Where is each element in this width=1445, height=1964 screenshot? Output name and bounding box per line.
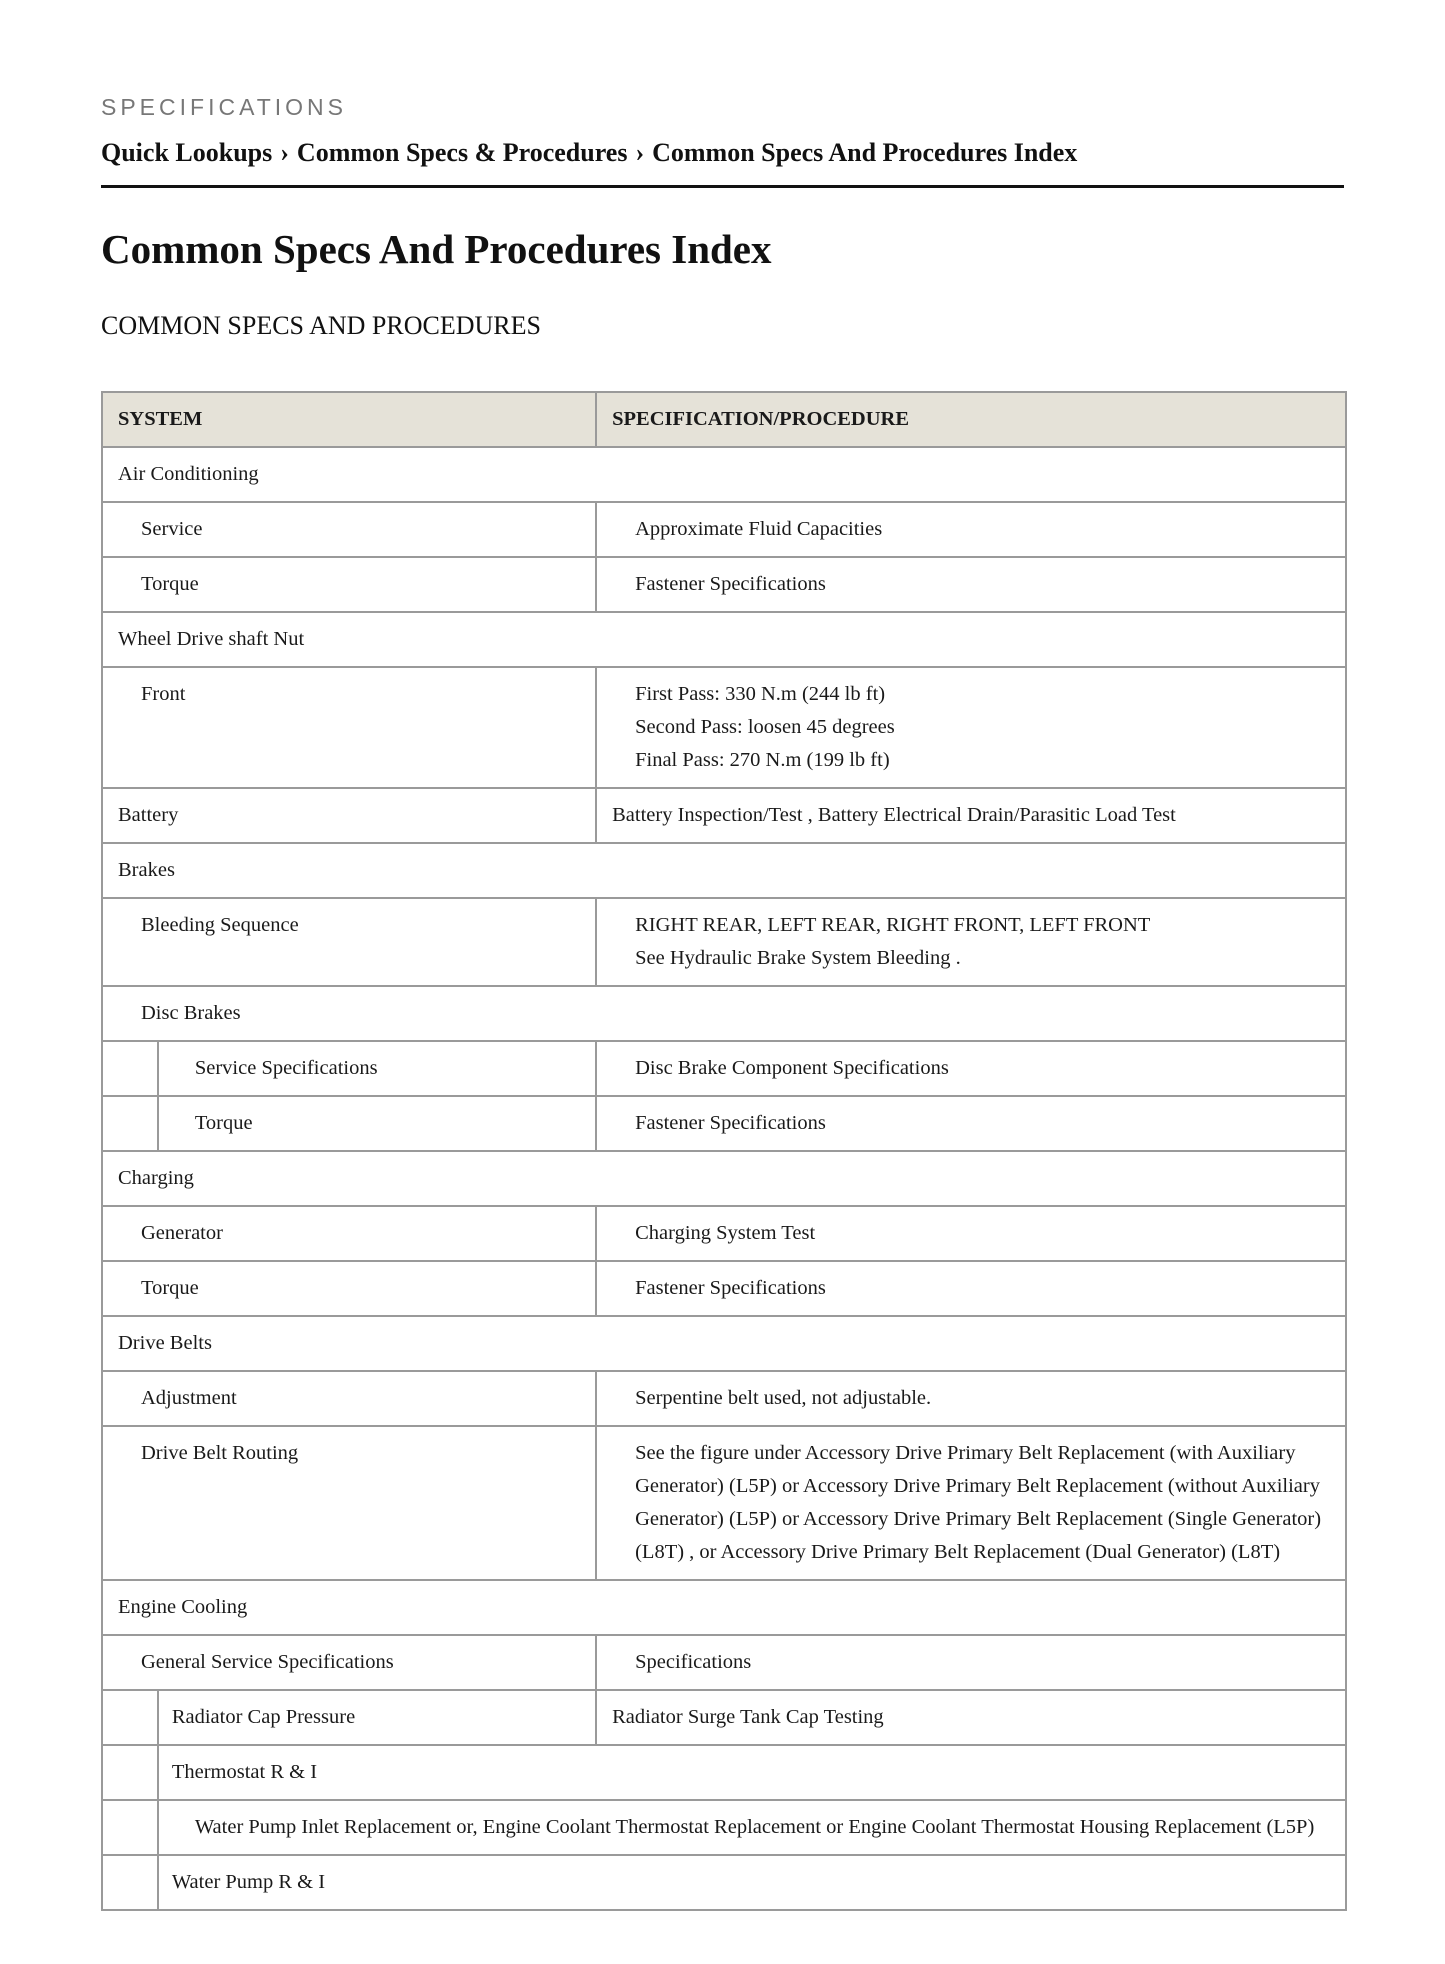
group-heading: Brakes <box>102 843 1346 898</box>
system-cell: Torque <box>194 1112 253 1134</box>
table-row <box>102 1206 1346 1261</box>
spec-link[interactable]: Fastener Specifications <box>635 573 826 595</box>
table-row <box>102 1745 1346 1800</box>
indent-cell <box>102 1041 158 1096</box>
spec-line: Second Pass: loosen 45 degrees <box>635 716 895 738</box>
spec-link[interactable]: Battery Inspection/Test , Battery Electrical Drain/Parasitic Load Test <box>612 804 1176 826</box>
table-row <box>102 1426 1346 1580</box>
table-row <box>102 1371 1346 1426</box>
page-title: Common Specs And Procedures Index <box>101 226 772 272</box>
spec-link[interactable]: Fastener Specifications <box>635 1112 826 1134</box>
table-row <box>102 1096 1346 1151</box>
table-header-row <box>102 392 1346 447</box>
spec-link[interactable]: Approximate Fluid Capacities <box>635 518 883 540</box>
table-row <box>102 612 1346 667</box>
spec-line: First Pass: 330 N.m (244 lb ft) <box>635 683 886 705</box>
table-row <box>102 1855 1346 1910</box>
table-row <box>102 898 1346 986</box>
spec-link[interactable]: Charging System Test <box>635 1222 816 1244</box>
system-cell: General Service Specifications <box>141 1651 394 1673</box>
table-row <box>102 667 1346 788</box>
breadcrumb-item[interactable]: Common Specs & Procedures <box>296 138 628 167</box>
breadcrumb-item[interactable]: Quick Lookups <box>101 138 273 167</box>
page <box>0 94 1445 1911</box>
indent-cell <box>102 1800 158 1855</box>
subgroup-heading: Disc Brakes <box>102 986 1346 1041</box>
spec-line: RIGHT REAR, LEFT REAR, RIGHT FRONT, LEFT FRONT <box>635 914 1151 936</box>
system-cell: Water Pump R & I <box>171 1871 326 1893</box>
system-cell: Battery <box>118 804 179 826</box>
table-row <box>102 1690 1346 1745</box>
group-heading: Charging <box>102 1151 1346 1206</box>
breadcrumb <box>101 138 1344 188</box>
table-row <box>102 788 1346 843</box>
table-row <box>102 1316 1346 1371</box>
page-subtitle: COMMON SPECS AND PROCEDURES <box>101 311 541 340</box>
group-heading: Engine Cooling <box>102 1580 1346 1635</box>
spec-link[interactable]: Radiator Surge Tank Cap Testing <box>612 1706 884 1728</box>
table-row <box>102 1635 1346 1690</box>
group-heading: Wheel Drive shaft Nut <box>102 612 1346 667</box>
indent-cell <box>102 1745 158 1800</box>
group-heading: Drive Belts <box>102 1316 1346 1371</box>
system-cell: Generator <box>141 1222 223 1244</box>
system-cell: Radiator Cap Pressure <box>171 1706 356 1728</box>
table-row <box>102 1261 1346 1316</box>
system-cell: Adjustment <box>141 1387 237 1409</box>
indent-cell <box>102 1096 158 1151</box>
system-cell: Front <box>141 683 186 705</box>
spec-cell: Serpentine belt used, not adjustable. <box>635 1387 932 1409</box>
table-row <box>102 986 1346 1041</box>
system-cell: Torque <box>141 573 199 595</box>
table-row <box>102 1041 1346 1096</box>
indent-cell <box>102 1855 158 1910</box>
column-header-system: SYSTEM <box>102 392 596 447</box>
indent-cell <box>102 1690 158 1745</box>
group-heading: Air Conditioning <box>102 447 1346 502</box>
system-cell: Service <box>141 518 203 540</box>
table-row <box>102 447 1346 502</box>
spec-link[interactable]: See Hydraulic Brake System Bleeding . <box>635 947 961 969</box>
table-row <box>102 557 1346 612</box>
spec-link[interactable]: Water Pump Inlet Replacement or, Engine Coolant Thermostat Replacement or Engine Coolant Thermostat Housing Replacement (L5P) <box>194 1816 1315 1838</box>
spec-cell <box>597 668 1345 787</box>
table-row <box>102 843 1346 898</box>
spec-link[interactable]: Fastener Specifications <box>635 1277 826 1299</box>
system-cell: Bleeding Sequence <box>141 914 299 936</box>
table-row <box>102 502 1346 557</box>
table-row <box>102 1800 1346 1855</box>
spec-link[interactable]: Specifications <box>635 1651 752 1673</box>
spec-link[interactable]: Disc Brake Component Specifications <box>635 1057 949 1079</box>
system-cell: Service Specifications <box>194 1057 378 1079</box>
section-label: SPECIFICATIONS <box>101 94 347 120</box>
table-row <box>102 1580 1346 1635</box>
spec-link[interactable]: See the figure under Accessory Drive Primary Belt Replacement (with Auxiliary Generator) (L5P) or Accessory Drive Primary Belt Replacement (without Auxiliary Generator) (L5P) or Accessory Drive Primary Belt Replacement (Single Generator) (L8T) , or Accessory Drive Primary Belt Replacement (Dual Generator) (L8T) <box>635 1442 1322 1563</box>
system-cell: Drive Belt Routing <box>141 1442 299 1464</box>
breadcrumb-separator: › <box>635 138 645 167</box>
system-cell: Thermostat R & I <box>171 1761 318 1783</box>
column-header-spec: SPECIFICATION/PROCEDURE <box>596 392 1346 447</box>
specs-table <box>101 391 1347 1911</box>
spec-line: Final Pass: 270 N.m (199 lb ft) <box>635 749 890 771</box>
breadcrumb-separator: › <box>280 138 289 167</box>
breadcrumb-item-current: Common Specs And Procedures Index <box>652 138 1078 167</box>
table-row <box>102 1151 1346 1206</box>
system-cell: Torque <box>141 1277 199 1299</box>
spec-cell <box>597 899 1345 985</box>
